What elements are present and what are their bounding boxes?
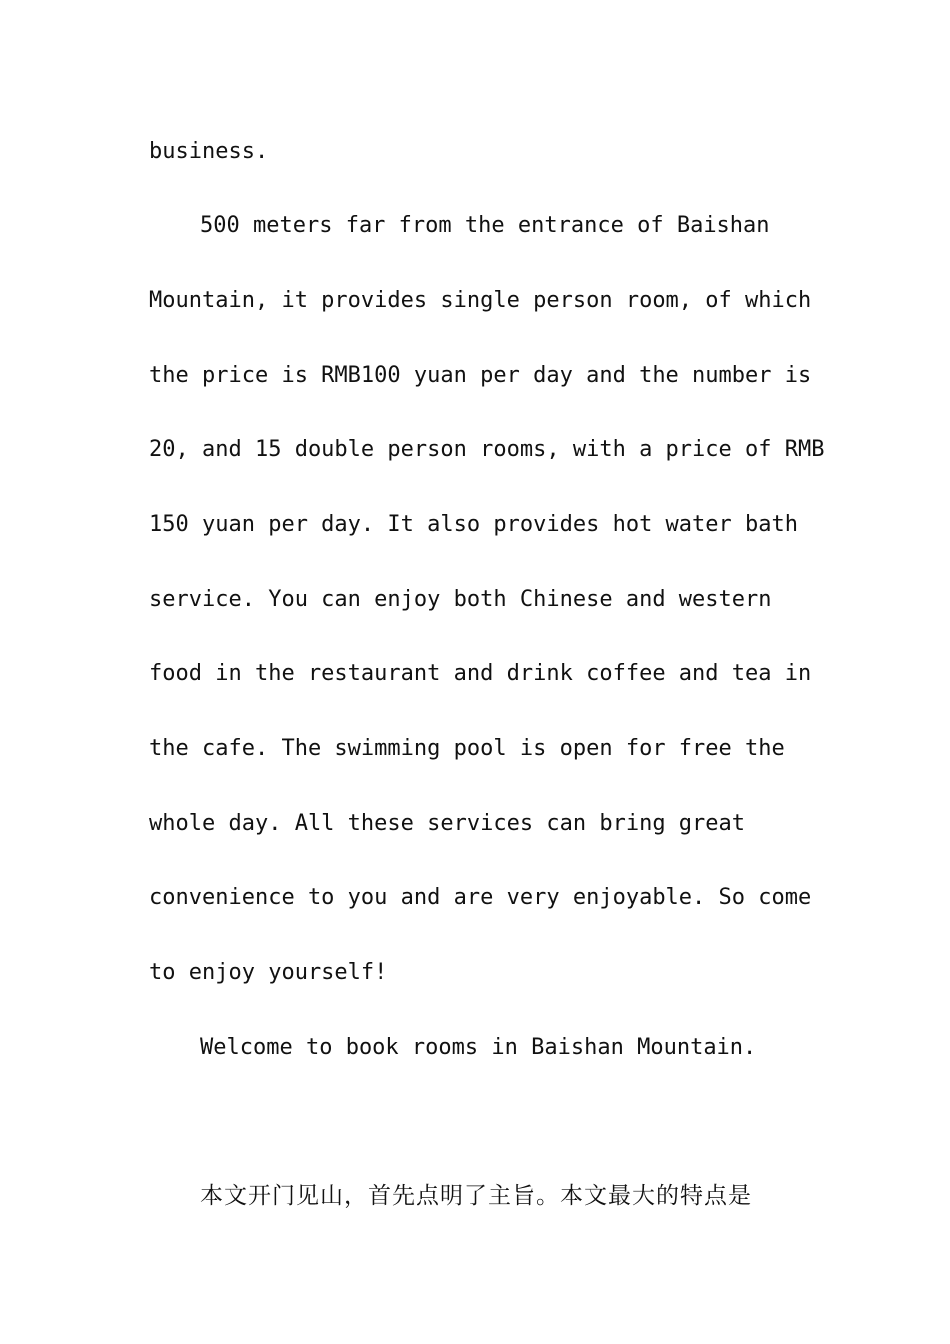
paragraph-line: 150 yuan per day. It also provides hot water bath — [149, 512, 799, 537]
paragraph-line: Mountain, it provides single person room, of which — [149, 288, 812, 313]
paragraph-line: convenience to you and are very enjoyable. So come — [149, 885, 812, 910]
paragraph-line: service. You can enjoy both Chinese and western — [149, 587, 772, 612]
paragraph-line: the price is RMB100 yuan per day and the number is — [149, 363, 812, 388]
paragraph-line: food in the restaurant and drink coffee and tea in — [149, 661, 812, 686]
paragraph-line: the cafe. The swimming pool is open for free the — [149, 736, 785, 761]
paragraph-line: 20, and 15 double person rooms, with a price of RMB — [149, 437, 825, 462]
paragraph-line: business. — [149, 139, 269, 164]
paragraph-line: to enjoy yourself! — [149, 960, 388, 985]
paragraph-line: 500 meters far from the entrance of Baishan — [200, 213, 770, 238]
commentary-line: 本文开门见山，首先点明了主旨。本文最大的特点是 — [200, 1183, 752, 1209]
closing-line: Welcome to book rooms in Baishan Mountain. — [200, 1035, 757, 1060]
paragraph-line: whole day. All these services can bring great — [149, 811, 746, 836]
